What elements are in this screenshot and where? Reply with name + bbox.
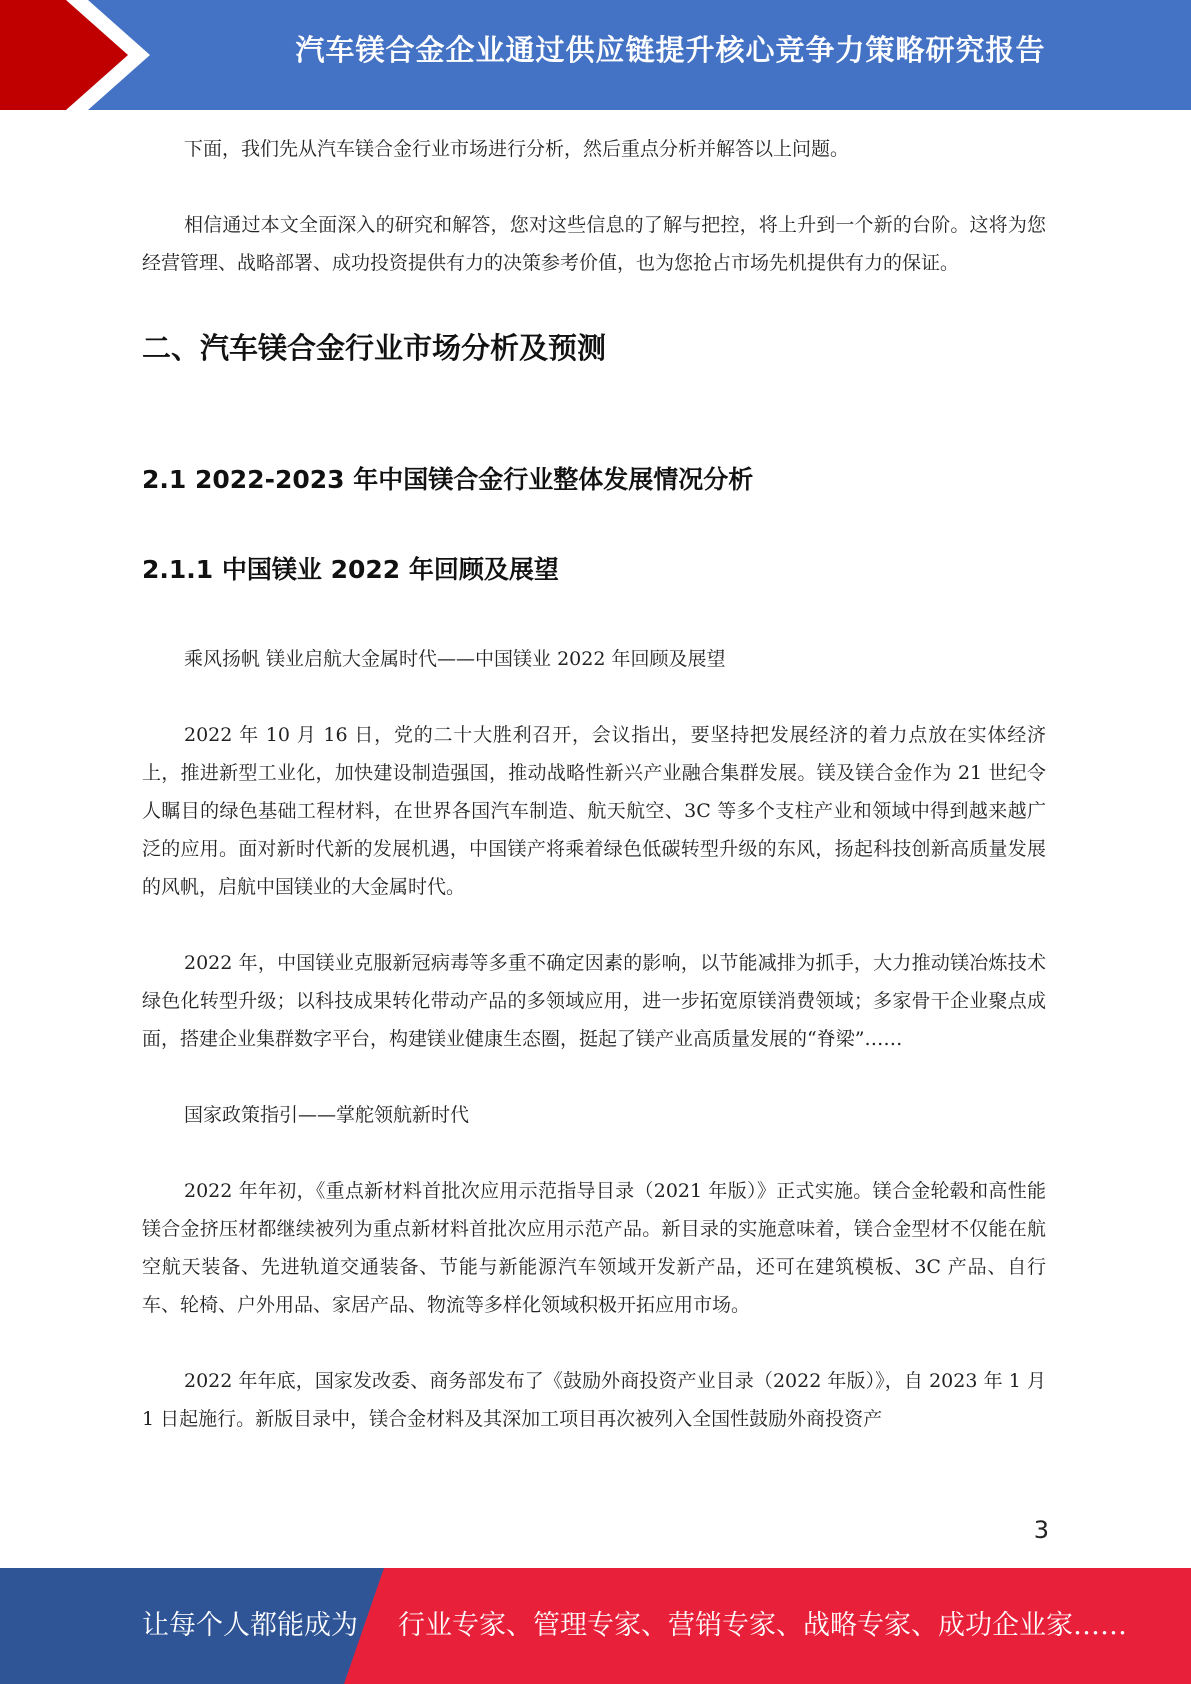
sub-subsection-heading: 2.1.1 中国镁业 2022 年回顾及展望 — [142, 555, 559, 584]
paragraph-2022-overview: 2022 年，中国镁业克服新冠病毒等多重不确定因素的影响，以节能减排为抓手，大力推动镁冶炼技术绿色化转型升级；以科技成果转化带动产品的多领域应用，进一步拓宽原镁消费领域；多家骨干企业聚点成面，搭建企业集群数字平台，构建镁业健康生态圈，挺起了镁产业高质量发展的“脊梁”…… — [142, 952, 1046, 1050]
paragraph-catalog: 2022 年年初，《重点新材料首批次应用示范指导目录（2021 年版）》正式实施。镁合金轮毂和高性能镁合金挤压材都继续被列为重点新材料首批次应用示范产品。新目录的实施意味着，镁合金型材不仅能在航空航天装备、先进轨道交通装备、节能与新能源汽车领域开发新产品，还可在建筑模板、3C 产品、自行车、轮椅、户外用品、家居产品、物流等多样化领域积极开拓应用市场。 — [142, 1180, 1046, 1316]
page-footer — [0, 1568, 1191, 1684]
report-title: 汽车镁合金企业通过供应链提升核心竞争力策略研究报告 — [295, 33, 1046, 67]
header-arrow-graphic — [0, 0, 150, 110]
paragraph-intro: 下面，我们先从汽车镁合金行业市场进行分析，然后重点分析并解答以上问题。 — [184, 138, 850, 160]
page-number: 3 — [1033, 1516, 1049, 1544]
page-header — [0, 0, 1191, 110]
paragraph-foreign-investment: 2022 年年底，国家发改委、商务部发布了《鼓励外商投资产业目录（2022 年版）》，自 2023 年 1 月 1 日起施行。新版目录中，镁合金材料及其深加工项目再次被列入全国性鼓励外商投资产 — [142, 1370, 1046, 1430]
paragraph-subtitle: 乘风扬帆 镁业启航大金属时代——中国镁业 2022 年回顾及展望 — [184, 648, 726, 670]
paragraph-value: 相信通过本文全面深入的研究和解答，您对这些信息的了解与把控，将上升到一个新的台阶。这将为您经营管理、战略部署、成功投资提供有力的决策参考价值，也为您抢占市场先机提供有力的保证。 — [142, 214, 1046, 274]
footer-slogan-left: 让每个人都能成为 — [142, 1610, 358, 1641]
paragraph-congress: 2022 年 10 月 16 日，党的二十大胜利召开，会议指出，要坚持把发展经济的着力点放在实体经济上，推进新型工业化，加快建设制造强国，推动战略性新兴产业融合集群发展。镁及镁合金作为 21 世纪令人瞩目的绿色基础工程材料，在世界各国汽车制造、航天航空、3C 等多个支柱产业和领域中得到越来越广泛的应用。面对新时代新的发展机遇，中国镁产将乘着绿色低碳转型升级的东风，扬起科技创新高质量发展的风帆，启航中国镁业的大金属时代。 — [142, 724, 1046, 898]
paragraph-policy-heading: 国家政策指引——掌舵领航新时代 — [184, 1104, 470, 1126]
page-content — [142, 130, 1046, 1438]
subsection-heading: 2.1 2022-2023 年中国镁合金行业整体发展情况分析 — [142, 465, 754, 494]
section-heading: 二、汽车镁合金行业市场分析及预测 — [142, 331, 607, 365]
footer-slogan-right: 行业专家、管理专家、营销专家、战略专家、成功企业家…… — [398, 1610, 1127, 1641]
